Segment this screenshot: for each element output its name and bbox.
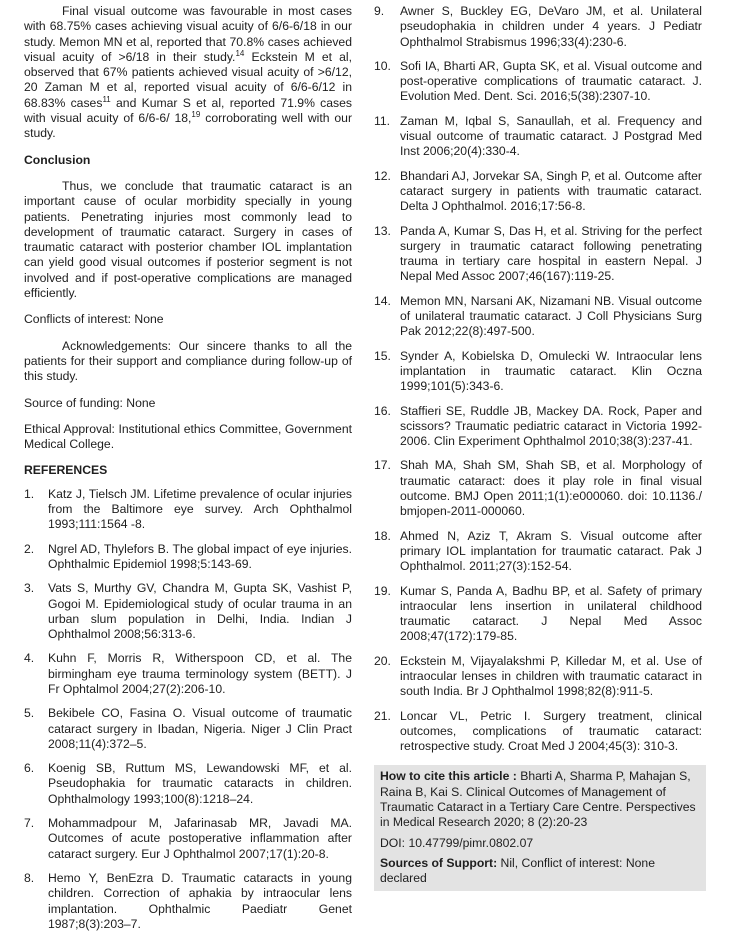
reference-item: 11. Zaman M, Iqbal S, Sanaullah, et al. Frequency and visual outcome of traumatic cataract. J Postgrad Med Inst 2006;20(4):330-4. [374, 113, 702, 159]
reference-item: 19. Kumar S, Panda A, Badhu BP, et al. Safety of primary intraocular lens insertion in unilateral childhood traumatic cataract. J Nepal Med Assoc 2008;47(172):179-85. [374, 583, 702, 644]
reference-item: 14. Memon MN, Narsani AK, Nizamani NB. Visual outcome of unilateral traumatic cataract. J Coll Physicians Surg Pak 2012;22(8):497-500. [374, 293, 702, 339]
reference-item: 5. Bekibele CO, Fasina O. Visual outcome of traumatic cataract surgery in Ibadan, Nigeria. Niger J Clin Pract 2008;11(4):372–5. [24, 706, 352, 751]
reference-item: 17. Shah MA, Shah SM, Shah SB, et al. Morphology of traumatic cataract: does it play role in final visual outcome. BMJ Open 2011;1(1):e000060. doi: 10.1136./ bmjopen-2011-000060. [374, 458, 702, 519]
reference-item: 16. Staffieri SE, Ruddle JB, Mackey DA. Rock, Paper and scissors? Traumatic pediatric cataract in Victoria 1992-2006. Clin Experiment Ophthalmol 2010;38(3):237-41. [374, 403, 702, 449]
citation-superscript: 11 [102, 94, 111, 104]
source-of-funding: Source of funding: None [24, 395, 156, 410]
citation-superscript: 19 [191, 110, 201, 120]
discussion-paragraph: Final visual outcome was favourable in most cases with 68.75% cases achieving visual acuity of 6/6-6/18 in our study. Memon MN et al, reported that 70.8% cases achieved visual acuity of >6/18 in their study.$^{14}$ Eckstein M et al, observed that 67% patients achieved visual acuity of >6/12, 20 Zaman M et al, reported visual acuity of 6/6-6/12 in 68.83% cases$^{11}$ and Kumar S et al, reported 71.9% cases with visual acuity of 6/6-6/ 18,19 corroborating well with our study. [24, 4, 353, 141]
right-column [374, 4, 702, 891]
reference-item: 6. Koenig SB, Ruttum MS, Lewandowski MF, et al. Pseudophakia for traumatic cataracts in children. Ophthalmology 1993;100(8):1218–24. [24, 761, 352, 806]
reference-item: 12. Bhandari AJ, Jorvekar SA, Singh P, et al. Outcome after cataract surgery in patients with traumatic cataract. Delta J Ophthalmol. 2016;17:56-8. [374, 168, 702, 214]
reference-item: 1. Katz J, Tielsch JM. Lifetime prevalence of ocular injuries from the Baltimore eye survey. Arch Ophthalmol 1993;111:1564 -8. [24, 486, 352, 532]
reference-item: 10. Sofi IA, Bharti AR, Gupta SK, et al. Visual outcome and post-operative complications of traumatic cataract. J. Evolution Med. Dent. Sci. 2016;5(38):2307-10. [374, 58, 702, 104]
doi-text: DOI: 10.47799/pimr.0802.07 [380, 835, 534, 850]
conclusion-text: Thus, we conclude that traumatic cataract is an important cause of ocular morbidity specially in young patients. Penetrating injuries most commonly lead to development of traumatic cataract. Surgery in cases of traumatic cataract with posterior chamber IOL implantation can yield good visual outcomes if posterior segment is not involved and if post-operative complications are managed efficiently. [24, 178, 352, 301]
reference-item: 21. Loncar VL, Petric I. Surgery treatment, clinical outcomes, complications of traumatic cataract: retrospective study. Croat Med J 2004;45(3): 310-3. [374, 708, 702, 754]
reference-item: 7. Mohammadpour M, Jafarinasab MR, Javadi MA. Outcomes of acute postoperative inflammation after cataract surgery. Eur J Ophthalmol 2007;17(1):20-8. [24, 816, 352, 861]
reference-item: 3. Vats S, Murthy GV, Chandra M, Gupta SK, Vashist P, Gogoi M. Epidemiological study of ocular trauma in an urban slum population in Delhi, India. Indian J Ophthalmol 2008;56:313-6. [24, 581, 352, 642]
conclusion-heading: Conclusion [24, 152, 91, 167]
citation-text: How to cite this article : Bharti A, Sharma P, Mahajan S, Raina B, Kai S. Clinical Outcomes of Management of Traumatic Cataract in a Tertiary Care Centre. Perspectives in Medical Research 2020; 8 (2):20-23 [380, 769, 696, 830]
conflicts-of-interest: Conflicts of interest: None [24, 312, 164, 327]
citation-superscript: 14 [235, 48, 245, 58]
reference-item: 15. Synder A, Kobielska D, Omulecki W. Intraocular lens implantation in traumatic cataract. Klin Oczna 1999;101(5):343-6. [374, 348, 702, 394]
reference-item: 20. Eckstein M, Vijayalakshmi P, Killedar M, et al. Use of intraocular lenses in children with traumatic cataract in south India. Br J Ophthalmol 1998;82(8):911-5. [374, 653, 702, 699]
reference-item: 4. Kuhn F, Morris R, Witherspoon CD, et al. The birmingham eye trauma terminology system (BETT). J Fr Ophtalmol 2004;27(2):206-10. [24, 651, 352, 696]
reference-item: 13. Panda A, Kumar S, Das H, et al. Striving for the perfect surgery in traumatic cataract following penetrating trauma in tertiary care hospital in eastern Nepal. J Nepal Med Assoc 2007;46(167):119-25. [374, 223, 702, 284]
references-list-right [374, 4, 702, 754]
acknowledgements: Acknowledgements: Our sincere thanks to all the patients for their support and compliance during follow-up of this study. [24, 338, 352, 384]
reference-item: 8. Hemo Y, BenEzra D. Traumatic cataracts in young children. Correction of aphakia by intraocular lens implantation. Ophthalmic Paediatr Genet 1987;8(3):203–7. [24, 870, 352, 931]
ethical-approval: Ethical Approval: Institutional ethics Committee, Government Medical College. [24, 421, 352, 452]
references-heading: REFERENCES [24, 463, 108, 478]
references-list-left [24, 487, 352, 932]
reference-item: 2. Ngrel AD, Thylefors B. The global impact of eye injuries. Ophthalmic Epidemiol 1998;5:143-69. [24, 541, 352, 571]
reference-item: 18. Ahmed N, Aziz T, Akram S. Visual outcome after primary IOL implantation for traumatic cataract. Pak J Ophthalmol. 2011;27(3):152-54. [374, 528, 702, 574]
sources-of-support: Sources of Support: Nil, Conflict of interest: None declared [380, 855, 655, 886]
how-to-cite-label: How to cite this article : [380, 769, 521, 784]
left-column [24, 4, 352, 932]
how-to-cite-box [374, 765, 706, 890]
reference-item: 9. Awner S, Buckley EG, DeVaro JM, et al. Unilateral pseudophakia in children under 4 years. J Pediatr Ophthalmol Strabismus 1996;33(4):230-6. [374, 4, 702, 49]
sources-of-support-label: Sources of Support: [380, 855, 501, 870]
